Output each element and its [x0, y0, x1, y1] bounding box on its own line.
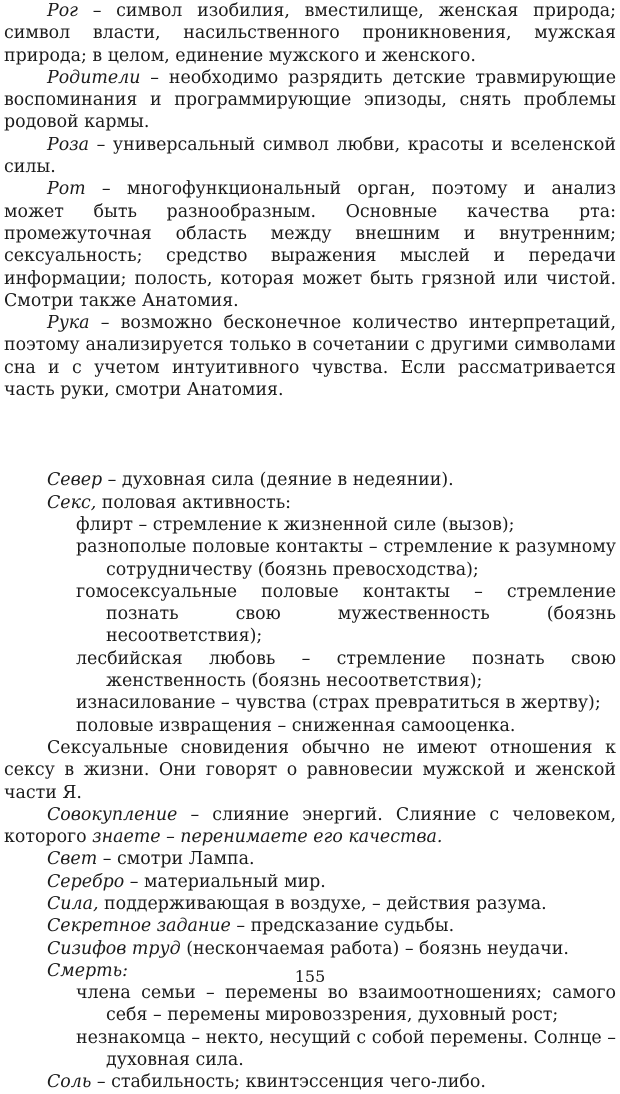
- definition: – материальный мир.: [124, 871, 326, 892]
- definition: – символ изобилия, вместилище, женская природа; символ власти, насильственного проникновения, мужская природа; в целом, единение мужского и женского.: [4, 1, 616, 66]
- definition: половая активность:: [96, 492, 292, 513]
- term: Сизифов труд: [47, 938, 181, 959]
- term: Соль: [47, 1072, 92, 1093]
- entry-seks: [4, 492, 616, 514]
- definition: – духовная сила (деяние в недеянии).: [102, 470, 454, 491]
- entry-svet: [4, 848, 616, 870]
- sub-item: незнакомца – некто, несущий с собой перемены. Солнце – духовная сила.: [76, 1027, 616, 1071]
- sub-item: гомосексуальные половые контакты – стремление познать свою мужественность (боязнь несоответствия);: [76, 581, 616, 647]
- definition: – слияние энергий. Слияние с человеком, которого: [4, 804, 616, 848]
- definition: поддерживающая в воздухе, – действия разума.: [98, 893, 547, 914]
- entry-serebro: [4, 871, 616, 893]
- entry-rog: [4, 0, 616, 67]
- entry-roza: [4, 134, 616, 179]
- sub-item: члена семьи – перемены во взаимоотношениях; самого себя – перемены мировоззрения, духовный рост;: [76, 983, 616, 1026]
- term: Серебро: [47, 871, 125, 892]
- entry-rot: [4, 178, 616, 312]
- sub-item: лесбийская любовь – стремление познать свою женственность (боязнь несоответствия);: [76, 648, 616, 692]
- entry-sol: [4, 1071, 616, 1093]
- entry-sila: [4, 893, 616, 915]
- term: Север: [47, 470, 103, 491]
- term: Секретное задание: [47, 916, 231, 937]
- term: Совокупление: [47, 804, 178, 825]
- sub-item: флирт – стремление к жизненной силе (вызов);: [76, 514, 515, 535]
- term: Роза: [47, 134, 90, 155]
- sub-item: изнасилование – чувства (страх превратиться в жертву);: [76, 693, 601, 714]
- page-content: [4, 0, 616, 1094]
- seks-note: Сексуальные сновидения обычно не имеют отношения к сексу в жизни. Они говорят о равновесии мужской и женской части Я.: [4, 737, 616, 803]
- definition: (нескончаемая работа) – боязнь неудачи.: [180, 938, 569, 959]
- entry-roditeli: [4, 67, 616, 134]
- term: Рука: [47, 313, 90, 334]
- sub-item: разнополые половые контакты – стремление к разумному сотрудничеству (боязнь превосходства);: [76, 537, 616, 580]
- term: Родители: [47, 67, 141, 88]
- term: Смерть:: [47, 960, 128, 981]
- entry-ruka: [4, 312, 616, 401]
- section-gap: [4, 401, 616, 469]
- entry-sever: [4, 469, 616, 491]
- term: Рот: [47, 179, 86, 200]
- definition-italic: знаете – перенимаете его качества.: [92, 827, 443, 848]
- term: Сила,: [47, 893, 99, 914]
- definition: – предсказание судьбы.: [230, 916, 455, 937]
- sub-item: половые извращения – сниженная самооценка.: [76, 715, 516, 736]
- page-number: 155: [294, 967, 326, 986]
- term: Секс,: [47, 492, 97, 513]
- definition: – смотри Лампа.: [97, 849, 255, 870]
- entry-sekretnoe-zadanie: [4, 915, 616, 937]
- definition: – многофункциональный орган, поэтому и анализ может быть разнообразным. Основные качества рта: промежуточная область между внешним и внутренним; сексуальность; средство выражения мыслей и передачи информации; полость, которая может быть грязной или чистой. Смотри также Анатомия.: [4, 179, 616, 311]
- term: Свет: [47, 849, 98, 870]
- definition: – возможно бесконечное количество интерпретаций, поэтому анализируется только в сочетании с другими символами сна и с учетом интуитивного чувства. Если рассматривается часть руки, смотри Анатомия.: [4, 313, 616, 401]
- definition: – необходимо разрядить детские травмирующие воспоминания и программирующие эпизоды, снять проблемы родовой кармы.: [4, 67, 616, 133]
- definition: – универсальный символ любви, красоты и вселенской силы.: [4, 134, 616, 178]
- entry-sizifov-trud: [4, 938, 616, 960]
- definition: – стабильность; квинтэссенция чего-либо.: [91, 1072, 486, 1093]
- term: Рог: [47, 1, 78, 21]
- entry-sovokuplenie: [4, 804, 616, 849]
